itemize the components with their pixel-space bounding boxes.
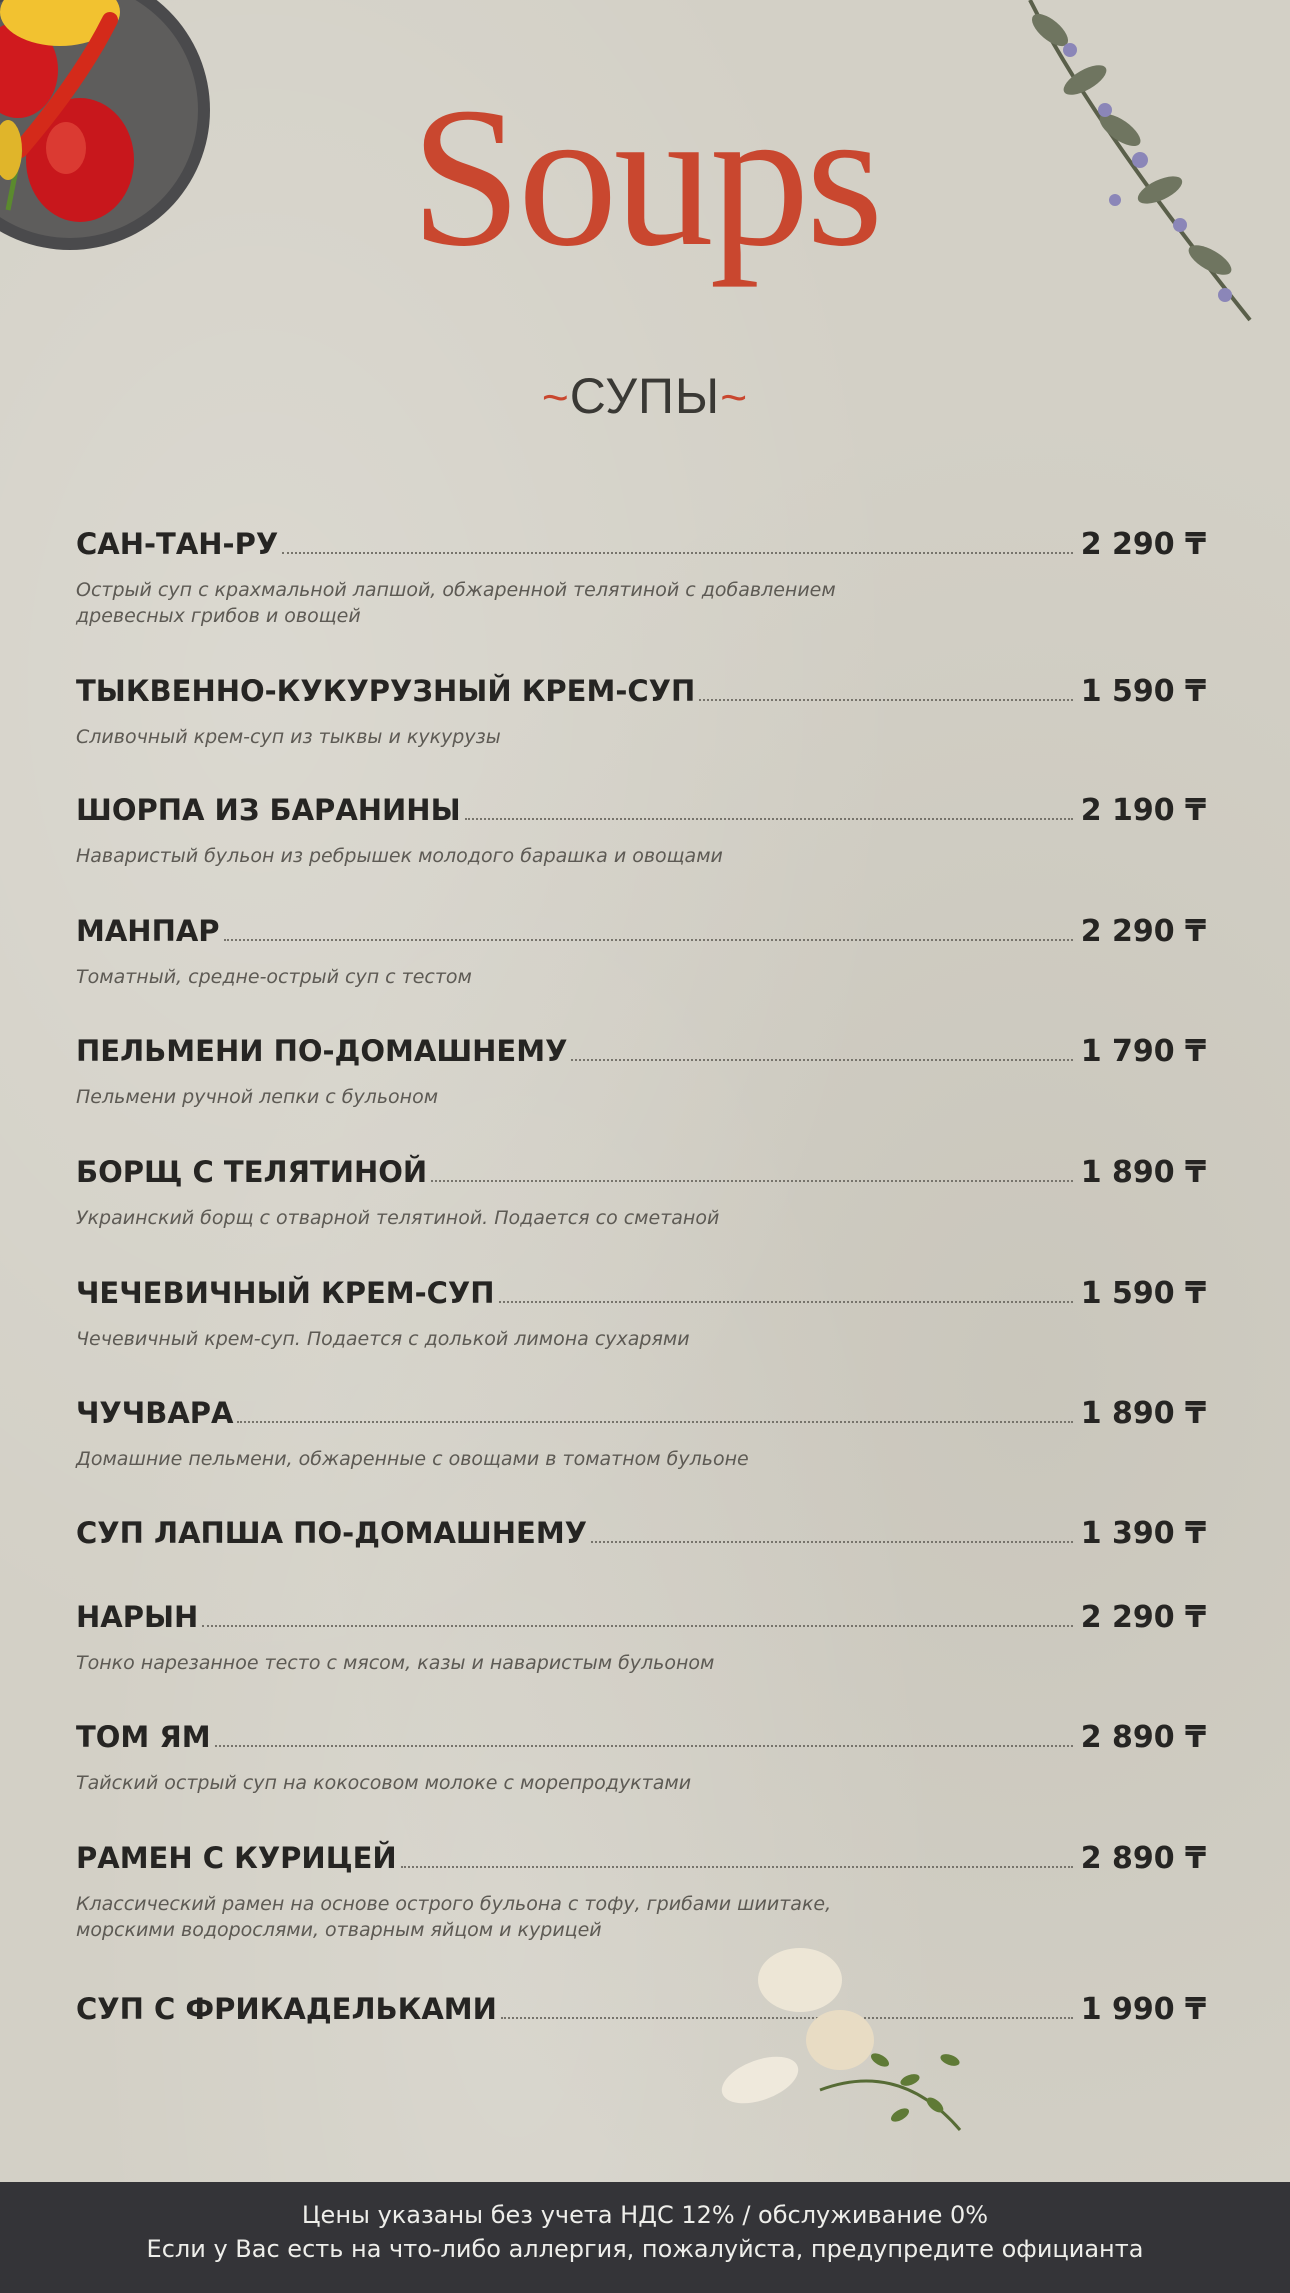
menu-item-price: 2 190 ₸ bbox=[1080, 793, 1206, 828]
menu-item bbox=[76, 1992, 1206, 2036]
menu-item bbox=[76, 527, 1206, 629]
footer-allergy-note: Если у Вас есть на что-либо аллергия, пожалуйста, предупредите официанта bbox=[146, 2235, 1144, 2263]
menu-item-name: МАНПАР bbox=[76, 914, 220, 948]
menu-item-price: 1 590 ₸ bbox=[1080, 674, 1206, 709]
dot-leader bbox=[431, 1179, 1073, 1182]
dot-leader bbox=[699, 698, 1072, 701]
menu-item-description: Наваристый бульон из ребрышек молодого барашка и овощами bbox=[76, 845, 723, 867]
menu-item-price: 2 290 ₸ bbox=[1080, 1600, 1206, 1635]
footer-vat-note: Цены указаны без учета НДС 12% / обслуживание 0% bbox=[301, 2201, 989, 2229]
dot-leader bbox=[224, 938, 1073, 941]
menu-item-price: 1 890 ₸ bbox=[1080, 1396, 1206, 1431]
menu-item-description: Сливочный крем-суп из тыквы и кукурузы bbox=[76, 726, 501, 748]
dot-leader bbox=[237, 1420, 1072, 1423]
menu-item bbox=[76, 1841, 1206, 1943]
menu-item-price: 2 290 ₸ bbox=[1080, 527, 1206, 562]
menu-item bbox=[76, 674, 1206, 750]
menu-item-description: Украинский борщ с отварной телятиной. Подается со сметаной bbox=[76, 1207, 720, 1229]
menu-item-description: Острый суп с крахмальной лапшой, обжаренной телятиной с добавлением древесных грибов и овощей bbox=[76, 579, 836, 627]
menu-item-description: Домашние пельмени, обжаренные с овощами в томатном бульоне bbox=[76, 1448, 749, 1470]
menu-item-name: РАМЕН С КУРИЦЕЙ bbox=[76, 1841, 397, 1875]
page-title: Soups bbox=[410, 67, 880, 288]
menu-item-name: ЧЕЧЕВИЧНЫЙ КРЕМ-СУП bbox=[76, 1276, 495, 1310]
menu-item-price: 2 890 ₸ bbox=[1080, 1841, 1206, 1876]
menu-item-description: Тонко нарезанное тесто с мясом, казы и наваристым бульоном bbox=[76, 1652, 715, 1674]
menu-item bbox=[76, 793, 1206, 869]
menu-item bbox=[76, 1516, 1206, 1560]
tilde-ornament-left-icon: ~ bbox=[541, 371, 570, 423]
menu-item-name: ПЕЛЬМЕНИ ПО-ДОМАШНЕМУ bbox=[76, 1034, 568, 1068]
menu-item bbox=[76, 1276, 1206, 1352]
menu-item-name: СУП ЛАПША ПО-ДОМАШНЕМУ bbox=[76, 1516, 588, 1550]
menu-item-price: 1 990 ₸ bbox=[1080, 1992, 1206, 2027]
menu-item-price: 1 890 ₸ bbox=[1080, 1155, 1206, 1190]
menu-item-description: Томатный, средне-острый суп с тестом bbox=[76, 966, 472, 988]
menu-item-name: БОРЩ С ТЕЛЯТИНОЙ bbox=[76, 1155, 428, 1189]
menu-item bbox=[76, 914, 1206, 990]
dot-leader bbox=[401, 1865, 1073, 1868]
menu-item-description: Чечевичный крем-суп. Подается с долькой лимона сухарями bbox=[76, 1328, 690, 1350]
menu-item-price: 1 790 ₸ bbox=[1080, 1034, 1206, 1069]
dot-leader bbox=[282, 551, 1073, 554]
tilde-ornament-right-icon: ~ bbox=[720, 371, 749, 423]
dot-leader bbox=[499, 1300, 1073, 1303]
dot-leader bbox=[591, 1540, 1073, 1543]
menu-item-price: 2 290 ₸ bbox=[1080, 914, 1206, 949]
menu-item-description: Пельмени ручной лепки с бульоном bbox=[76, 1086, 439, 1108]
dot-leader bbox=[202, 1624, 1072, 1627]
menu-item-name: ТОМ ЯМ bbox=[76, 1720, 211, 1754]
garlic-thyme-image bbox=[710, 1940, 1000, 2150]
menu-item-name: ТЫКВЕННО-КУКУРУЗНЫЙ КРЕМ-СУП bbox=[76, 674, 696, 708]
dot-leader bbox=[465, 817, 1073, 820]
menu-item-name: ЧУЧВАРА bbox=[76, 1396, 234, 1430]
menu-item-description: Тайский острый суп на кокосовом молоке с морепродуктами bbox=[76, 1772, 692, 1794]
menu-item-name: СУП С ФРИКАДЕЛЬКАМИ bbox=[76, 1992, 497, 2026]
footer-notice bbox=[0, 2182, 1290, 2293]
menu-item bbox=[76, 1720, 1206, 1796]
menu-item-price: 1 590 ₸ bbox=[1080, 1276, 1206, 1311]
menu-item bbox=[76, 1155, 1206, 1231]
menu-item-name: НАРЫН bbox=[76, 1600, 199, 1634]
menu-item-name: ШОРПА ИЗ БАРАНИНЫ bbox=[76, 793, 461, 827]
page-subtitle bbox=[0, 368, 1290, 425]
menu-item-description: Классический рамен на основе острого бульона с тофу, грибами шиитаке, морскими водорослями, отварным яйцом и курицей bbox=[76, 1893, 832, 1941]
subtitle-text: СУПЫ bbox=[569, 368, 721, 424]
menu-item bbox=[76, 1600, 1206, 1676]
menu-item bbox=[76, 1396, 1206, 1472]
dot-leader bbox=[571, 1058, 1072, 1061]
menu-item-price: 2 890 ₸ bbox=[1080, 1720, 1206, 1755]
dot-leader bbox=[215, 1744, 1073, 1747]
menu-item-price: 1 390 ₸ bbox=[1080, 1516, 1206, 1551]
menu-item bbox=[76, 1034, 1206, 1110]
menu-item-name: САН-ТАН-РУ bbox=[76, 527, 279, 561]
